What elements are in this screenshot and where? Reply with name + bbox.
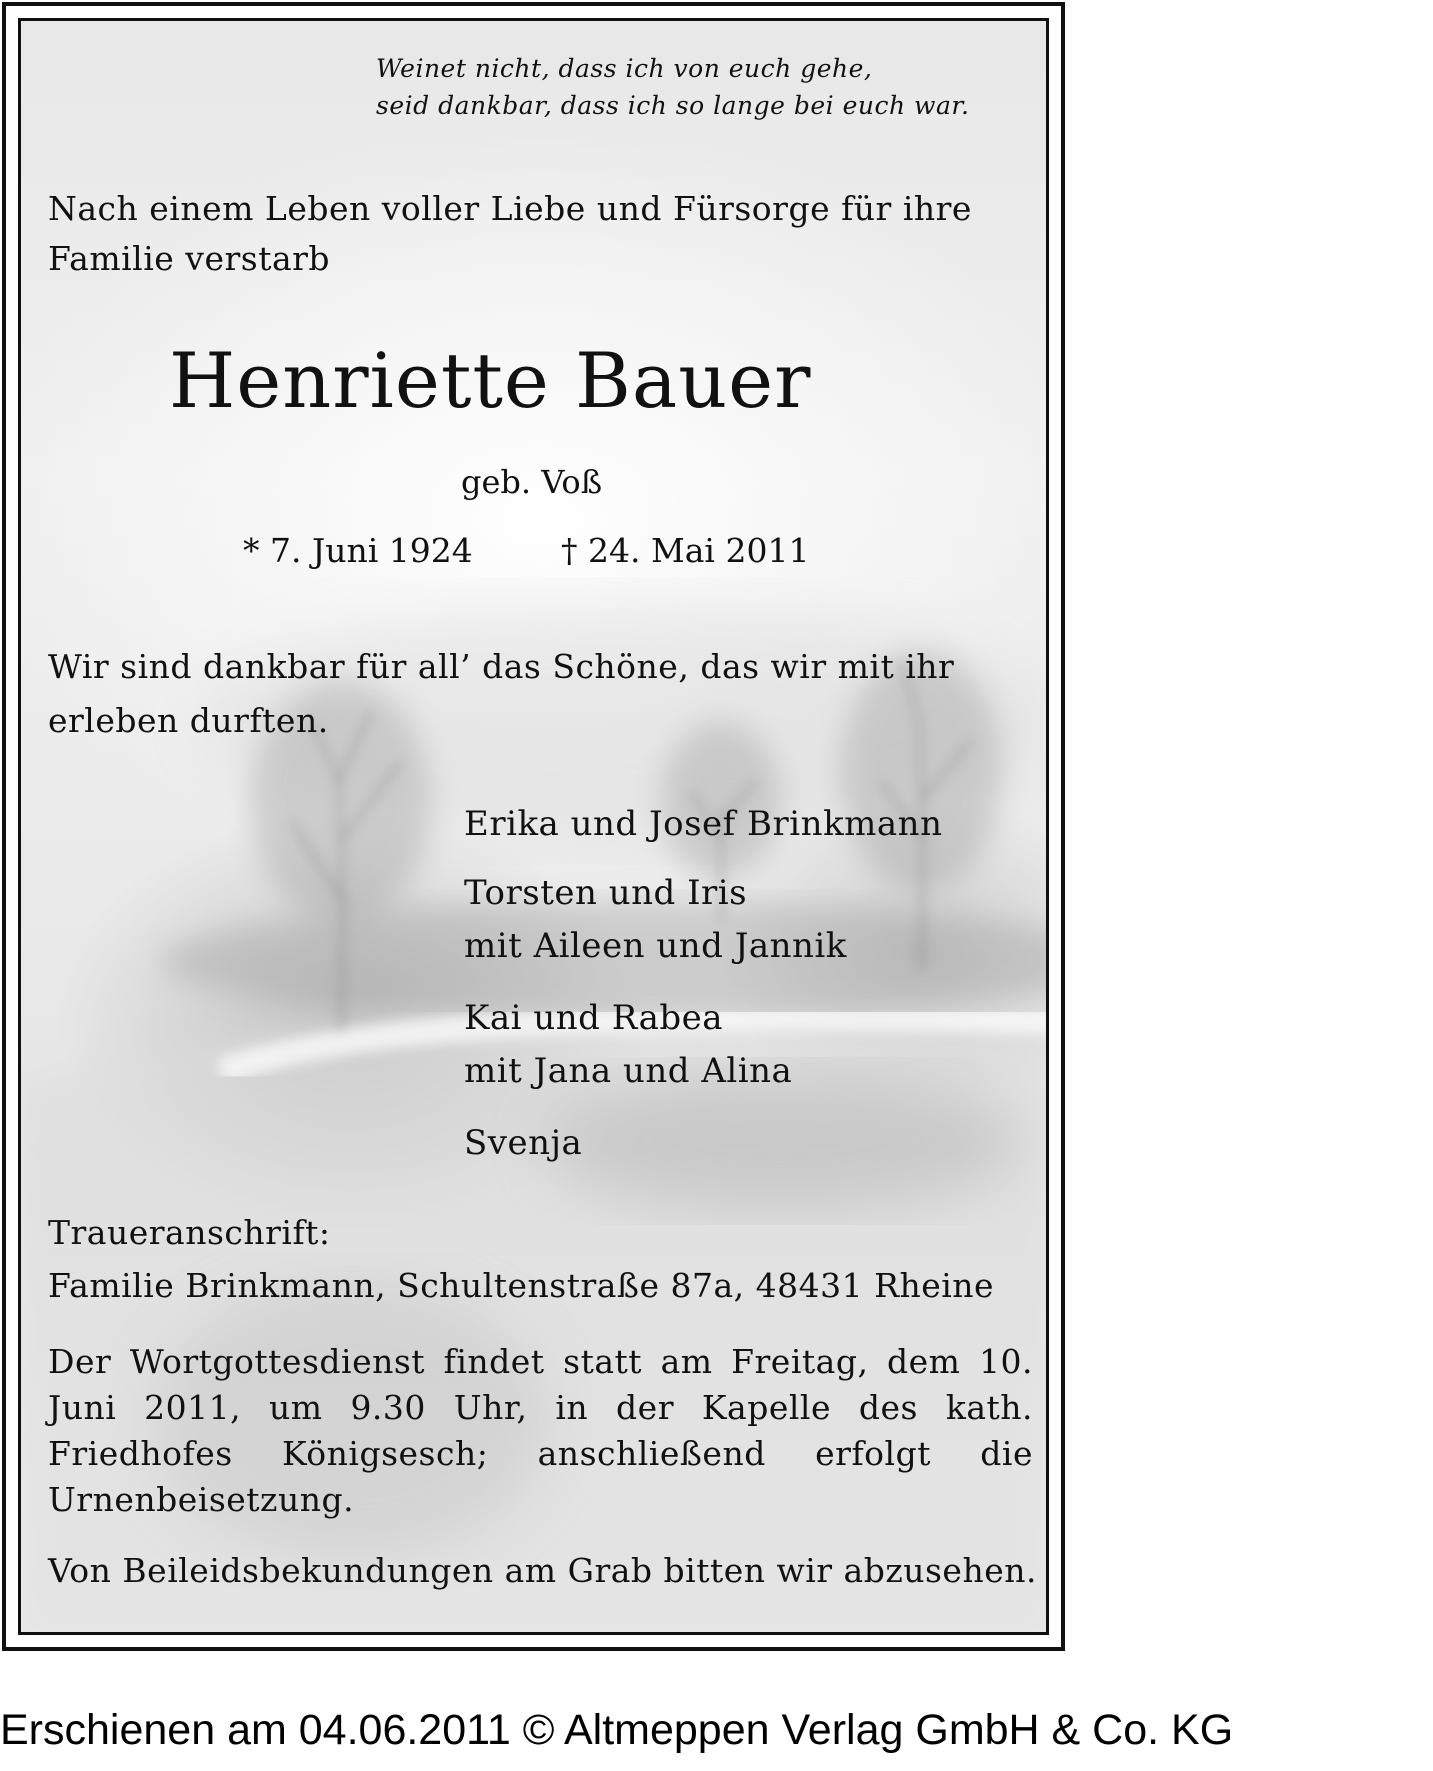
mourner-line: Kai und Rabea (464, 998, 724, 1038)
maiden-name: geb. Voß (461, 463, 603, 501)
service-announcement: Der Wortgottesdienst findet statt am Freitag, dem 10. Juni 2011, um 9.30 Uhr, in der Kapelle des kath. Friedhofes Königsesch; anschließend erfolgt die Urnenbeisetzung. (48, 1342, 1033, 1519)
mourner-line: Erika und Josef Brinkmann (464, 804, 943, 844)
death-date: † 24. Mai 2011 (561, 531, 810, 570)
motto-line-2: seid dankbar, dass ich so lange bei euch war. (376, 91, 970, 120)
publication-footer: Erschienen am 04.06.2011 © Altmeppen Verlag GmbH & Co. KG (0, 1706, 1234, 1754)
obituary-outer-border (2, 2, 1065, 1651)
gratitude-line-1: Wir sind dankbar für all’ das Schöne, das wir mit ihr (48, 647, 955, 686)
deceased-name: Henriette Bauer (169, 336, 812, 425)
gratitude-line-2: erleben durften. (48, 701, 329, 740)
birth-date: * 7. Juni 1924 (243, 531, 473, 570)
motto-line-1: Weinet nicht, dass ich von euch gehe, (376, 54, 873, 83)
address-label: Traueranschrift: (48, 1213, 331, 1252)
mourner-line: Svenja (464, 1123, 583, 1163)
condolence-note: Von Beileidsbekundungen am Grab bitten wir abzusehen. (48, 1551, 1037, 1590)
address-line: Familie Brinkmann, Schultenstraße 87a, 48431 Rheine (48, 1266, 995, 1305)
mourner-line: Torsten und Iris (464, 873, 748, 913)
intro-line-2: Familie verstarb (48, 239, 331, 278)
mourner-line: mit Aileen und Jannik (464, 926, 847, 966)
obituary-notice (18, 18, 1049, 1635)
mourner-line: mit Jana und Alina (464, 1051, 793, 1091)
intro-line-1: Nach einem Leben voller Liebe und Fürsorge für ihre (48, 189, 972, 228)
